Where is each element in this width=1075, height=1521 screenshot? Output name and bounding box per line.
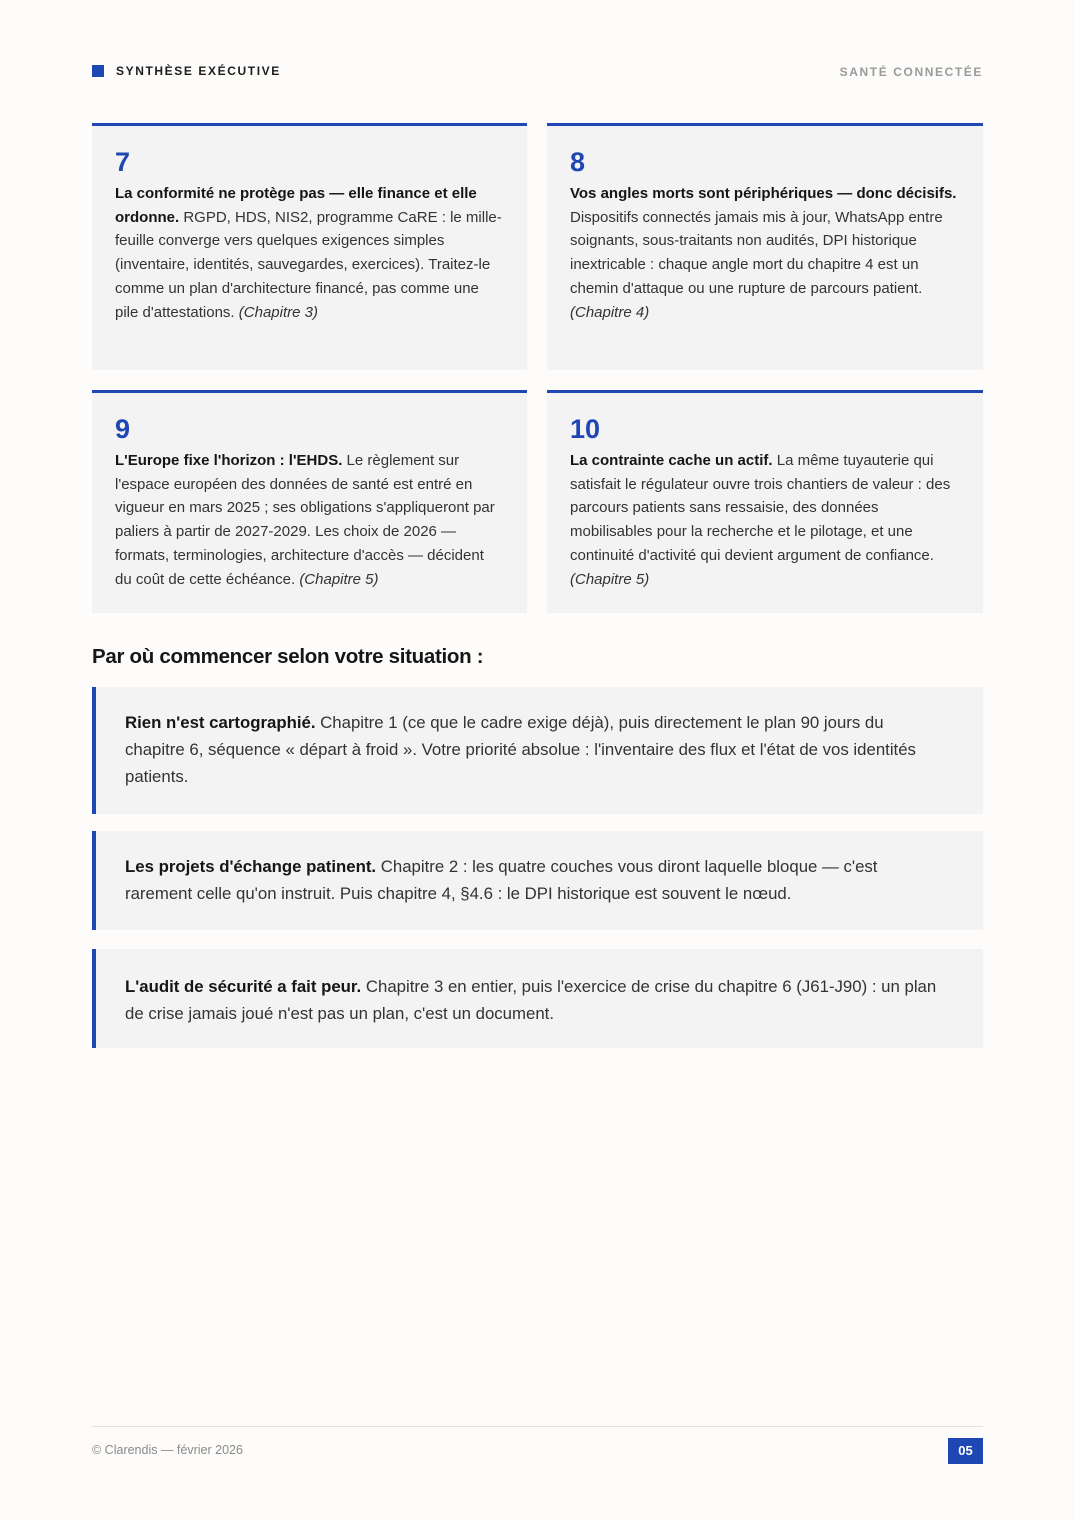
situation-callout-security-audit — [92, 949, 983, 1048]
page-number-badge: 05 — [948, 1438, 983, 1464]
footer-divider — [92, 1426, 983, 1427]
callout-lead: L'audit de sécurité a fait peur. — [125, 977, 362, 996]
takeaway-card-8 — [547, 123, 983, 370]
takeaway-card-10 — [547, 390, 983, 613]
card-lead: La contrainte cache un actif. — [570, 452, 773, 469]
footer-copyright: © Clarendis — février 2026 — [92, 1443, 243, 1457]
card-number: 7 — [115, 147, 131, 177]
situation-callout-exchange-projects — [92, 831, 983, 930]
card-number: 8 — [570, 147, 586, 177]
card-chapter-ref: (Chapitre 3) — [238, 303, 318, 321]
card-lead: La conformité ne protège pas — elle finance et elle ordonne. — [115, 185, 477, 226]
header-document-title: SANTÉ CONNECTÉE — [839, 65, 983, 79]
card-lead: L'Europe fixe l'horizon : l'EHDS. — [115, 452, 343, 469]
card-lead: Vos angles morts sont périphériques — donc décisifs. — [570, 185, 957, 202]
card-body: Dispositifs connectés jamais mis à jour, WhatsApp entre soignants, sous-traitants non audités, DPI historique inextricable : chaque angle mort du chapitre 4 est un chemin d'attaque ou une rupture de parcours patient. — [570, 208, 943, 297]
card-chapter-ref: (Chapitre 4) — [570, 303, 650, 321]
callout-body: Chapitre 2 : les quatre couches vous diront laquelle bloque — c'est rarement celle qu'on instruit. Puis chapitre 4, §4.6 : le DPI historique est souvent le nœud. — [125, 857, 878, 903]
takeaway-card-9 — [92, 390, 527, 613]
card-chapter-ref: (Chapitre 5) — [570, 570, 650, 588]
card-body: RGPD, HDS, NIS2, programme CaRE : le mille-feuille converge vers quelques exigences simples (inventaire, identités, sauvegardes, exercices). Traitez-le comme un plan d'architecture financé, pas comme une pile d'attestations. — [115, 208, 502, 321]
callout-body: Chapitre 1 (ce que le cadre exige déjà), puis directement le plan 90 jours du chapitre 6, séquence « départ à froid ». Votre priorité absolue : l'inventaire des flux et l'état de vos identités patients. — [125, 713, 916, 786]
situation-callout-unmapped — [92, 687, 983, 814]
section-heading: Par où commencer selon votre situation : — [92, 645, 484, 668]
card-number: 10 — [570, 414, 601, 444]
header-section-title: SYNTHÈSE EXÉCUTIVE — [116, 64, 281, 78]
card-text — [115, 449, 504, 591]
header-square-icon — [92, 65, 104, 77]
callout-lead: Rien n'est cartographié. — [125, 713, 316, 732]
card-chapter-ref: (Chapitre 5) — [299, 570, 379, 588]
takeaway-card-7 — [92, 123, 527, 370]
card-body: Le règlement sur l'espace européen des données de santé est entré en vigueur en mars 2025 ; ses obligations s'appliqueront par paliers à partir de 2027-2029. Les choix de 2026 — formats, terminologies, architecture d'accès — décident du coût de cette échéance. — [115, 452, 495, 588]
page-header — [92, 64, 983, 84]
card-text — [570, 449, 960, 591]
card-number: 9 — [115, 414, 131, 444]
callout-lead: Les projets d'échange patinent. — [125, 857, 377, 876]
card-body: La même tuyauterie qui satisfait le régulateur ouvre trois chantiers de valeur : des parcours patients sans ressaisie, des données mobilisables pour la recherche et le pilotage, et une continuité d'activité qui devient argument de confiance. — [570, 452, 951, 564]
header-left — [92, 64, 281, 78]
card-text — [570, 182, 960, 324]
callout-body: Chapitre 3 en entier, puis l'exercice de crise du chapitre 6 (J61-J90) : un plan de crise jamais joué n'est pas un plan, c'est un document. — [125, 977, 937, 1023]
card-text — [115, 182, 504, 324]
